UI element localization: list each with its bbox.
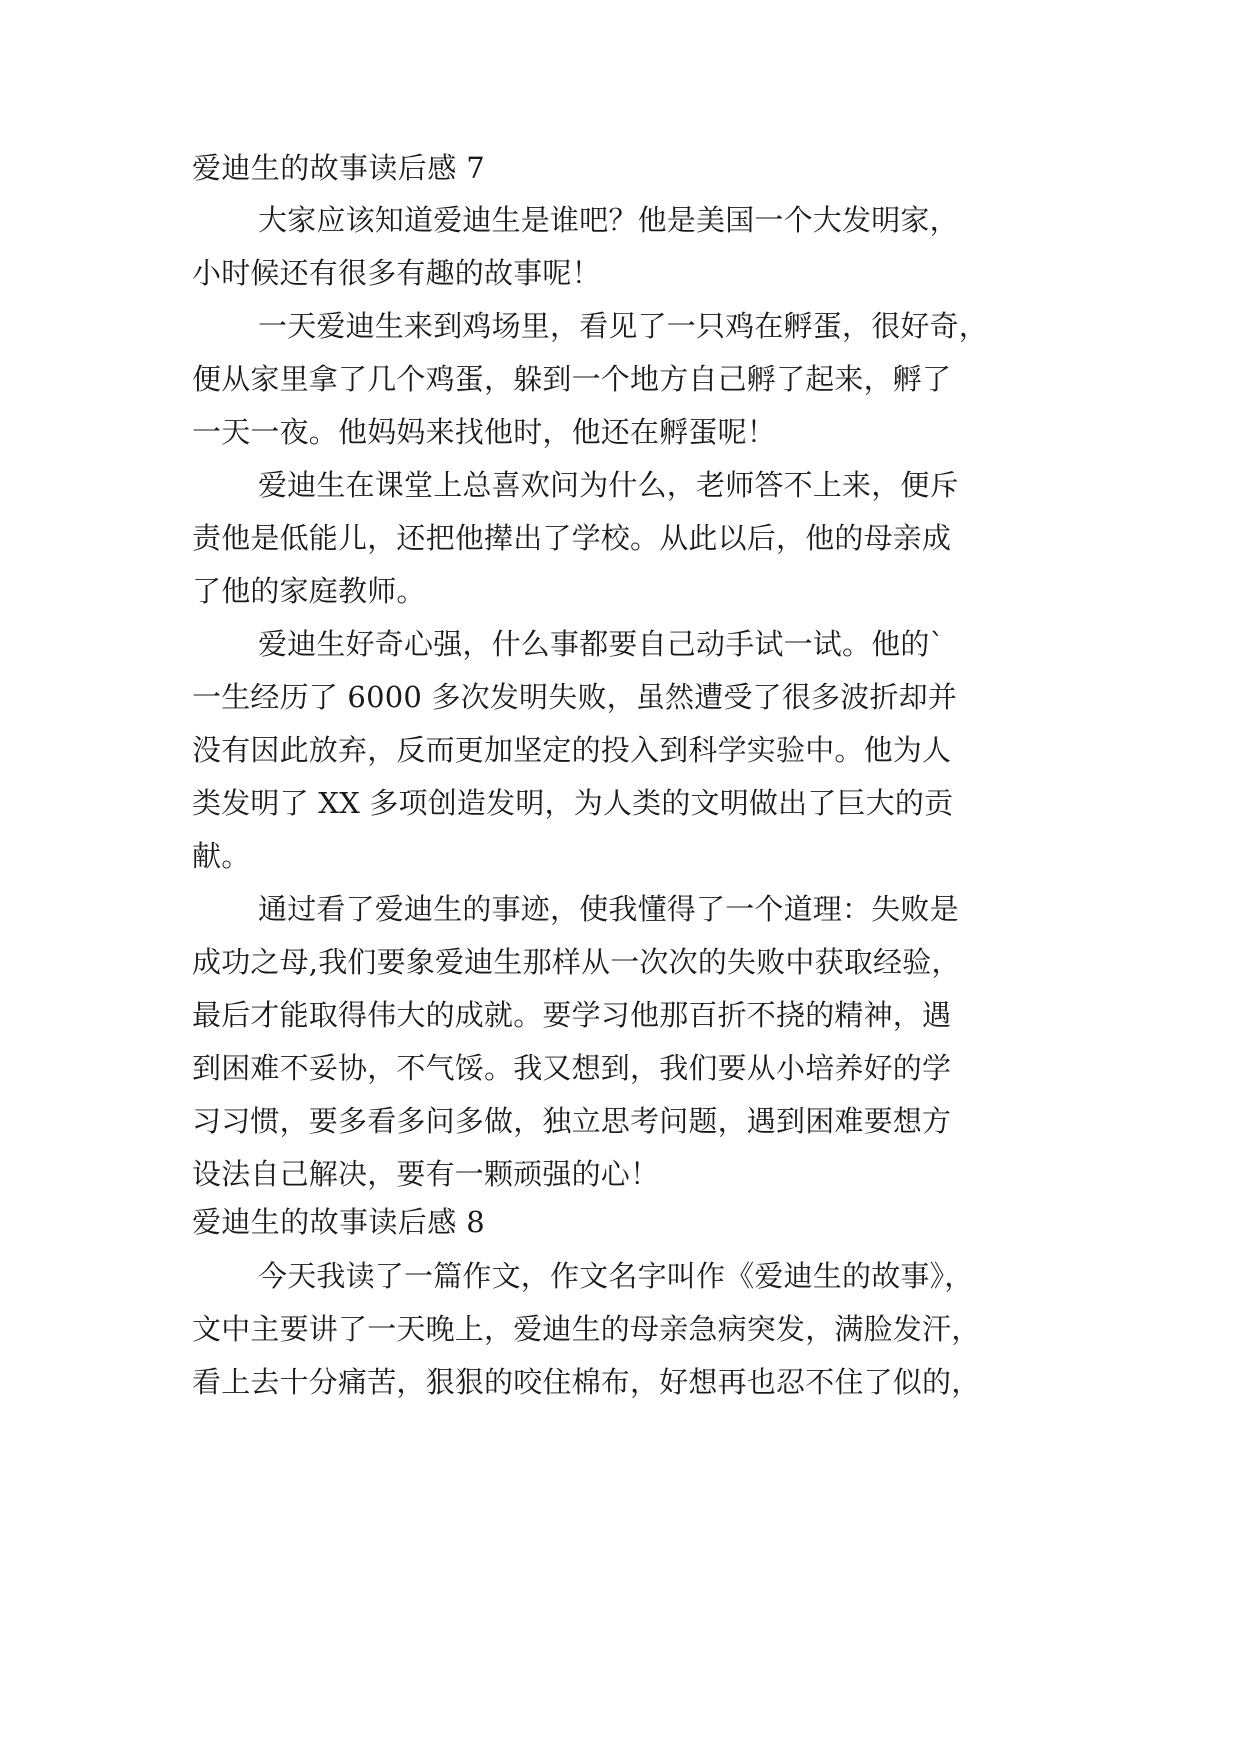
paragraph-line: 到困难不妥协，不气馁。我又想到，我们要从小培养好的学 bbox=[192, 1051, 952, 1085]
section-title: 爱迪生的故事读后感 7 bbox=[192, 151, 486, 185]
paragraph-line: 便从家里拿了几个鸡蛋，躲到一个地方自己孵了起来，孵了 bbox=[192, 362, 952, 396]
paragraph-line: 没有因此放弃，反而更加坚定的投入到科学实验中。他为人 bbox=[192, 733, 952, 767]
paragraph-line: 一天一夜。他妈妈来找他时，他还在孵蛋呢！ bbox=[192, 415, 777, 449]
paragraph-line: 设法自己解决，要有一颗顽强的心！ bbox=[192, 1157, 660, 1191]
paragraph-line: 看上去十分痛苦，狠狠的咬住棉布，好想再也忍不住了似的， bbox=[192, 1365, 981, 1399]
paragraph-line: 大家应该知道爱迪生是谁吧？他是美国一个大发明家， bbox=[258, 203, 959, 237]
paragraph-line: 通过看了爱迪生的事迹，使我懂得了一个道理：失败是 bbox=[258, 892, 959, 926]
paragraph-line: 最后才能取得伟大的成就。要学习他那百折不挠的精神，遇 bbox=[192, 998, 952, 1032]
paragraph-line: 一天爱迪生来到鸡场里，看见了一只鸡在孵蛋，很好奇， bbox=[258, 309, 989, 343]
paragraph-line: 文中主要讲了一天晚上，爱迪生的母亲急病突发，满脸发汗， bbox=[192, 1312, 981, 1346]
paragraph-line: 了他的家庭教师。 bbox=[192, 574, 426, 608]
paragraph-line: 爱迪生在课堂上总喜欢问为什么，老师答不上来，便斥 bbox=[258, 468, 959, 502]
paragraph-line: 习习惯，要多看多问多做，独立思考问题，遇到困难要想方 bbox=[192, 1104, 952, 1138]
paragraph-line: 爱迪生好奇心强，什么事都要自己动手试一试。他的` bbox=[258, 627, 945, 661]
paragraph-line: 责他是低能儿，还把他撵出了学校。从此以后，他的母亲成 bbox=[192, 521, 952, 555]
paragraph-line: 小时候还有很多有趣的故事呢！ bbox=[192, 256, 601, 290]
section-title: 爱迪生的故事读后感 8 bbox=[192, 1205, 486, 1239]
paragraph-line: 今天我读了一篇作文，作文名字叫作《爱迪生的故事》， bbox=[258, 1259, 974, 1293]
paragraph-line: 献。 bbox=[192, 839, 251, 873]
paragraph-line: 成功之母,我们要象爱迪生那样从一次次的失败中获取经验， bbox=[192, 945, 961, 979]
paragraph-line: 一生经历了 6000 多次发明失败，虽然遭受了很多波折却并 bbox=[192, 680, 958, 714]
paragraph-line: 类发明了 XX 多项创造发明，为人类的文明做出了巨大的贡 bbox=[192, 786, 954, 820]
